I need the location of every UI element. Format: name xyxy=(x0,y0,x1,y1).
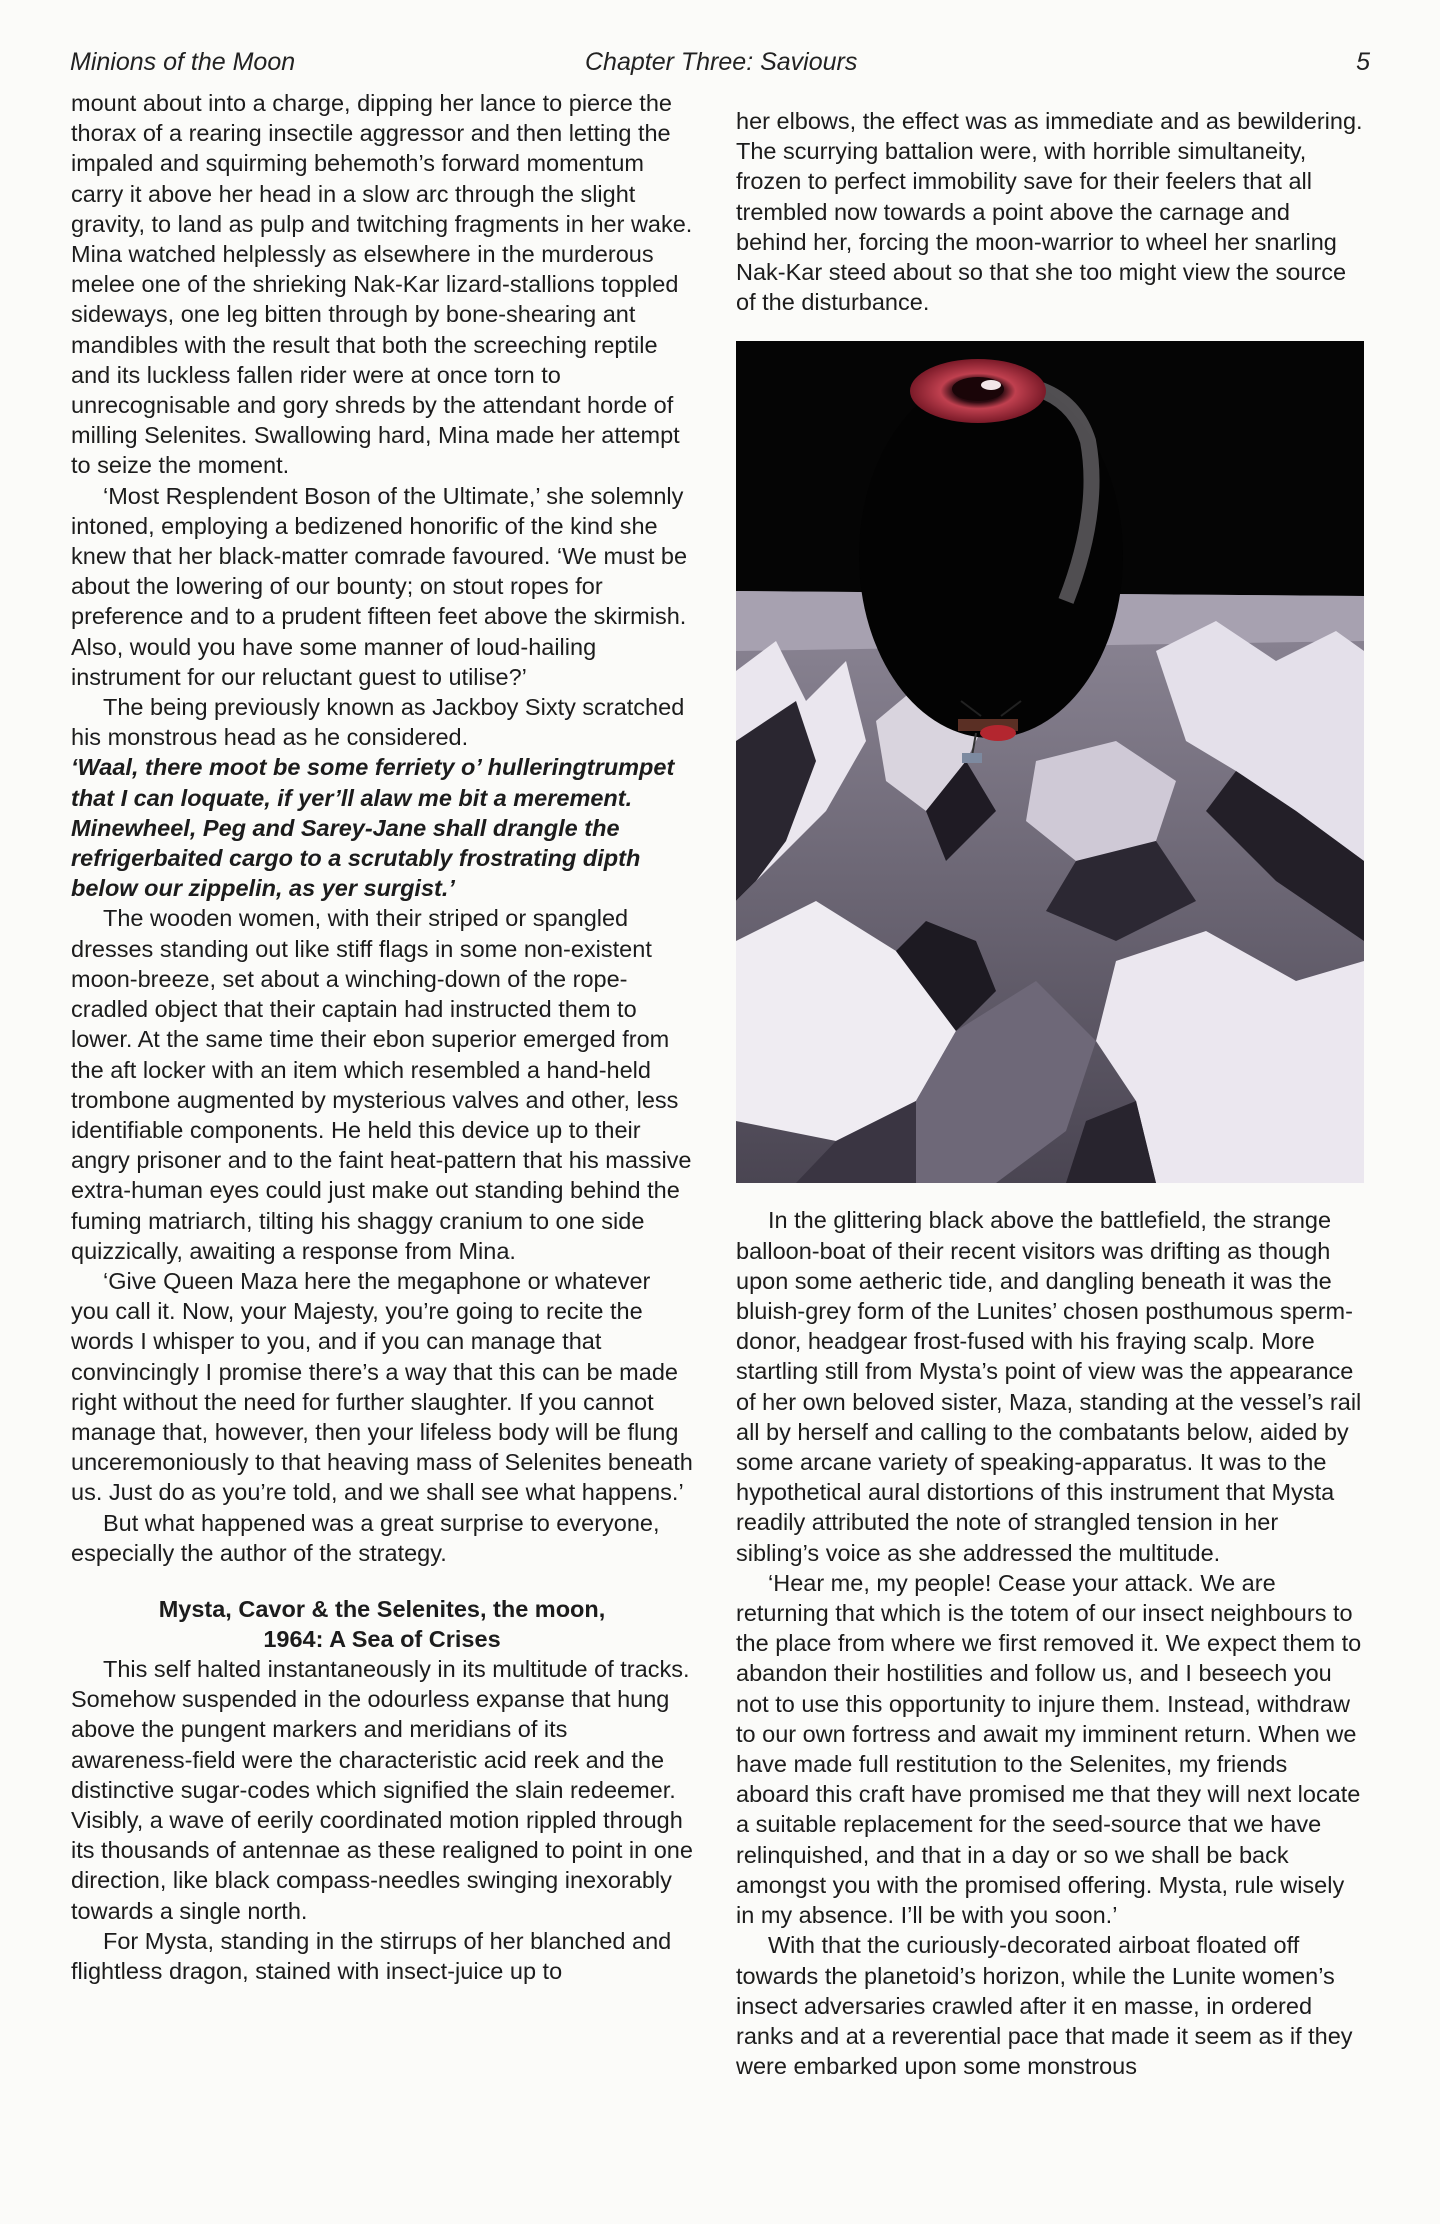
paragraph: In the glittering black above the battlefield, the strange balloon-boat of their recent visitors was drifting as though upon some aetheric tide, and dangling beneath it was the bluish-grey form of the Lunites’ chosen posthumous sperm-donor, headgear frost-fused with his fraying scalp. More startling still from Mysta’s point of view was the appearance of her own beloved sister, Maza, standing at the vessel’s rail all by herself and calling to the combatants below, aided by some arcane variety of speaking-apparatus. It was to the hypothetical aural distortions of this instrument that Mysta readily attributed the note of strangled tension in her sibling’s voice as she addressed the multitude. xyxy=(736,1207,1362,1566)
page-number: 5 xyxy=(1356,48,1370,76)
paragraph: For Mysta, standing in the stirrups of her blanched and flightless dragon, stained with insect-juice up to xyxy=(71,1927,672,1984)
paragraph: But what happened was a great surprise to everyone, especially the author of the strategy. xyxy=(71,1509,660,1566)
illustration-balloon-over-lunar-crater xyxy=(736,341,1364,1183)
section-heading xyxy=(71,1594,693,1654)
book-title: Minions of the Moon xyxy=(70,48,296,76)
paragraph: ‘Give Queen Maza here the megaphone or whatever you call it. Now, your Majesty, you’re going to recite the words I whisper to you, and if you can manage that convincingly I promise there’s a way that this can be made right without the need for further slaughter. If you cannot manage that, however, then your lifeless body will be flung unceremoniously to that heaving mass of Selenites beneath us. Just do as you’re told, and we shall see what happens.’ xyxy=(71,1267,693,1506)
paragraph: The being previously known as Jackboy Sixty scratched his monstrous head as he considered. xyxy=(71,694,685,751)
dialect-paragraph: ‘Waal, there moot be some ferriety o’ hulleringtrumpet that I can loquate, if yer’ll alaw me bit a merement. Minewheel, Peg and Sarey-Jane shall drangle the refrigerbaited cargo to a scrutably frostrating dipth below our zippelin, as yer surgist.’ xyxy=(71,754,675,902)
left-column xyxy=(71,88,693,1986)
paragraph: This self halted instantaneously in its multitude of tracks. Somehow suspended in the odourless expanse that hung above the pungent markers and meridians of its awareness-field were the characteristic acid reek and the distinctive sugar-codes which signified the slain redeemer. Visibly, a wave of eerily coordinated motion rippled through its thousands of antennae as these realigned to point in one direction, like black compass-needles swinging inexorably towards a single north. xyxy=(71,1655,693,1924)
right-column xyxy=(736,106,1364,2081)
illustration-art xyxy=(736,341,1364,1183)
running-header xyxy=(70,48,1370,84)
chapter-title: Chapter Three: Saviours xyxy=(585,48,858,76)
paragraph: The wooden women, with their striped or spangled dresses standing out like stiff flags in some non-existent moon-breeze, set about a winching-down of the rope-cradled object that their captain had instructed them to lower. At the same time their ebon superior emerged from the aft locker with an item which resembled a hand-held trombone augmented by mysterious valves and other, less identifiable components. He held this device up to their angry prisoner and to the faint heat-pattern that his massive extra-human eyes could just make out standing behind the fuming matriarch, tilting his shaggy cranium to one side quizzically, awaiting a response from Mina. xyxy=(71,905,692,1264)
section-heading-line: 1964: A Sea of Crises xyxy=(263,1625,501,1652)
section-heading-line: Mysta, Cavor & the Selenites, the moon, xyxy=(158,1595,606,1622)
paragraph: ‘Hear me, my people! Cease your attack. We are returning that which is the totem of our insect neighbours to the place from where we first removed it. We expect them to abandon their hostilities and follow us, and I beseech you not to use this opportunity to injure them. Instead, withdraw to our own fortress and await my imminent return. When we have made full restitution to the Selenites, my friends aboard this craft have promised me that they will next locate a suitable replacement for the seed-source that we have relinquished, and that in a day or so we shall be back amongst you with the promised offering. Mysta, rule wisely in my absence. I’ll be with you soon.’ xyxy=(736,1569,1362,1929)
paragraph: With that the curiously-decorated airboat floated off towards the planetoid’s horizon, while the Lunite women’s insect adversaries crawled after it en masse, in ordered ranks and at a reverential pace that made it seem as if they were embarked upon some monstrous xyxy=(736,1932,1353,2080)
paragraph: her elbows, the effect was as immediate and as bewildering. The scurrying battalion were, with horrible simultaneity, frozen to perfect immobility save for their feelers that all trembled now towards a point above the carnage and behind her, forcing the moon-warrior to wheel her snarling Nak-Kar steed about so that she too might view the source of the disturbance. xyxy=(736,108,1363,316)
paragraph: mount about into a charge, dipping her lance to pierce the thorax of a rearing insectile aggressor and then letting the impaled and squirming behemoth’s forward momentum carry it above her head in a slow arc through the slight gravity, to land as pulp and twitching fragments in her wake. Mina watched helplessly as elsewhere in the murderous melee one of the shrieking Nak-Kar lizard-stallions toppled sideways, one leg bitten through by bone-shearing ant mandibles with the result that both the screeching reptile and its luckless fallen rider were at once torn to unrecognisable and gory shreds by the attendant horde of milling Selenites. Swallowing hard, Mina made her attempt to seize the moment. xyxy=(71,90,693,479)
paragraph: ‘Most Resplendent Boson of the Ultimate,’ she solemnly intoned, employing a bedizened honorific of the kind she knew that her black-matter comrade favoured. ‘We must be about the lowering of our bounty; on stout ropes for preference and to a prudent fifteen feet above the skirmish. Also, would you have some manner of loud-hailing instrument for our reluctant guest to utilise?’ xyxy=(71,482,688,690)
